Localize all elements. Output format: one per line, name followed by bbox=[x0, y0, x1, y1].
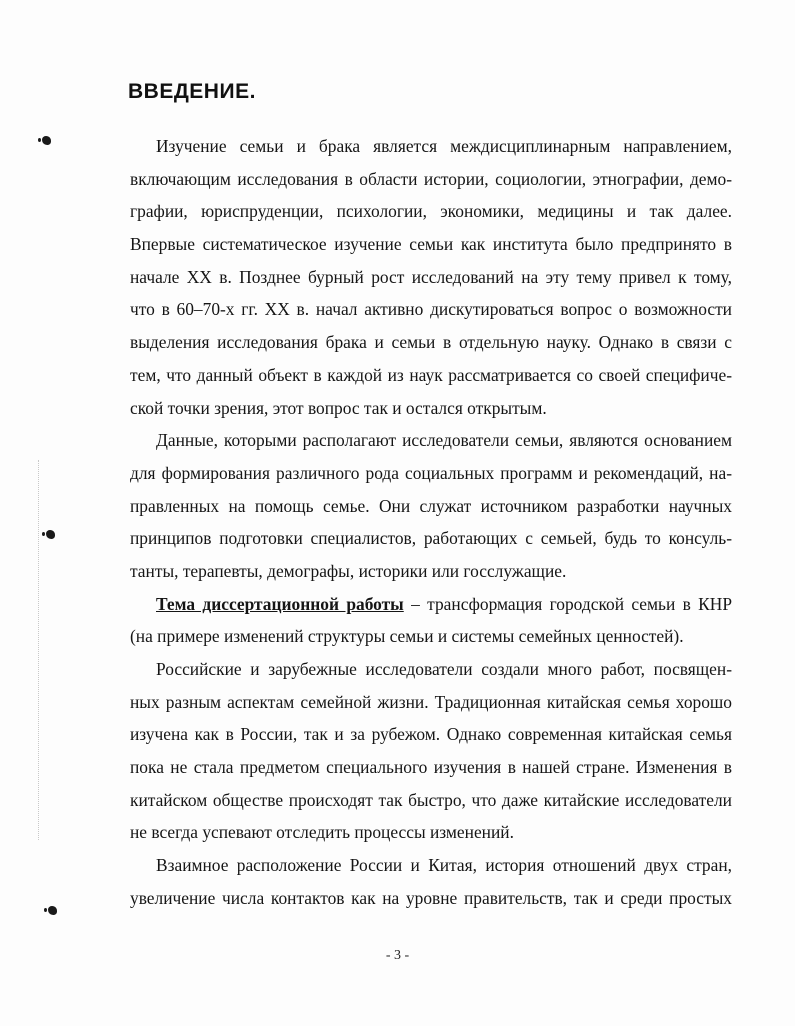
paragraph5-line: увеличение числа контактов как на уровне правительств, так и среди простых bbox=[130, 887, 732, 908]
topic-line bbox=[130, 588, 732, 621]
section-heading: ВВЕДЕНИЕ. bbox=[128, 80, 256, 103]
paragraph2-line: для формирования различного рода социальных программ и рекомендаций, на- bbox=[130, 462, 732, 483]
paragraph1-line: тем, что данный объект в каждой из наук рассматривается со своей специфиче- bbox=[130, 364, 732, 385]
paragraph5-line: Взаимное расположение России и Китая, история отношений двух стран, bbox=[156, 855, 732, 876]
paragraph4-line: пока не стала предметом специального изучения в нашей стране. Изменения в bbox=[130, 757, 732, 778]
paragraph2-line: танты, терапевты, демографы, историки или госслужащие. bbox=[130, 560, 567, 581]
paragraph4-line: ных разным аспектам семейной жизни. Традиционная китайская семья хорошо bbox=[130, 691, 732, 712]
paragraph1-line: выделения исследования брака и семьи в отдельную науку. Однако в связи с bbox=[130, 332, 732, 353]
paragraph1-line: Изучение семьи и брака является междисциплинарным направлением, bbox=[156, 136, 732, 156]
paragraph1-line: что в 60–70-х гг. XX в. начал активно дискутироваться вопрос о возможности bbox=[130, 299, 732, 320]
scan-artifact-line bbox=[38, 460, 40, 840]
topic-line-2: (на примере изменений структуры семьи и системы семейных ценностей). bbox=[130, 626, 684, 647]
paragraph2-line: Данные, которыми располагают исследователи семьи, являются основанием bbox=[156, 430, 732, 451]
topic-text: – трансформация городской семьи в КНР bbox=[403, 593, 732, 614]
punch-hole-mark-bottom bbox=[48, 906, 57, 915]
paragraph2-line: правленных на помощь семье. Они служат источником разработки научных bbox=[130, 495, 732, 516]
punch-hole-mark-top bbox=[42, 136, 51, 145]
paragraph2-line: принципов подготовки специалистов, работающих с семьей, будь то консуль- bbox=[130, 528, 732, 549]
page-number: - 3 - bbox=[385, 948, 410, 963]
paragraph1-line: включающим исследования в области истории, социологии, этнографии, демо- bbox=[130, 168, 732, 189]
paragraph1-line: начале XX в. Позднее бурный рост исследований на эту тему привел к тому, bbox=[130, 266, 732, 287]
paragraph1-line: Впервые систематическое изучение семьи как института было предпринято в bbox=[130, 234, 732, 255]
paragraph4-line: Российские и зарубежные исследователи создали много работ, посвящен- bbox=[156, 659, 732, 679]
paragraph1-line: графии, юриспруденции, психологии, экономики, медицины и так далее. bbox=[130, 201, 732, 222]
paragraph4-line: изучена как в России, так и за рубежом. Однако современная китайская семья bbox=[130, 724, 732, 745]
paragraph1-line: ской точки зрения, этот вопрос так и остался открытым. bbox=[130, 397, 547, 418]
body-text bbox=[130, 130, 732, 915]
paragraph4-line: китайском обществе происходят так быстро, что даже китайские исследователи bbox=[130, 789, 732, 810]
paragraph4-line: не всегда успевают отследить процессы изменений. bbox=[130, 822, 514, 843]
topic-label: Тема диссертационной работы bbox=[156, 593, 404, 614]
punch-hole-mark-middle bbox=[46, 530, 55, 539]
